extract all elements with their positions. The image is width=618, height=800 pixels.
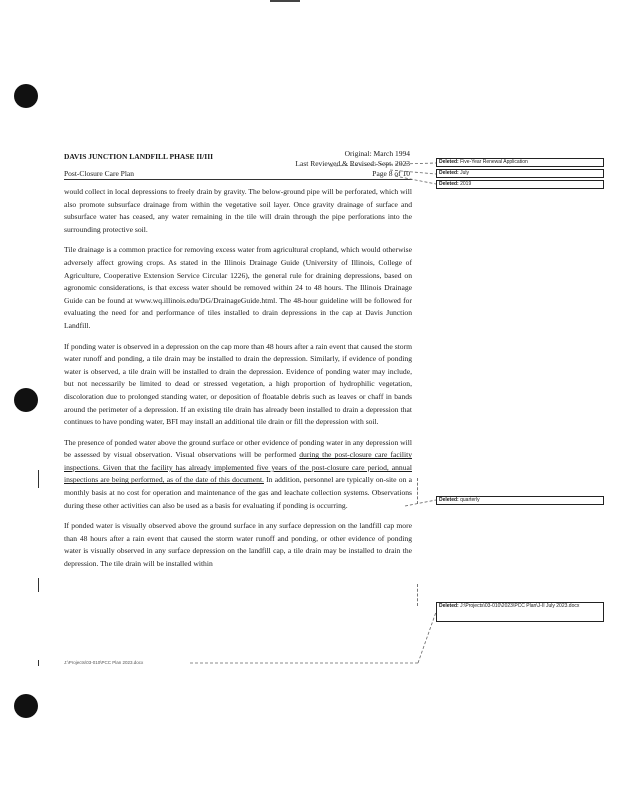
last-revised-date: Last Reviewed & Revised: Sept. 2023 xyxy=(295,159,410,168)
footer-file-path: J:\Projects\03-010\PCC Plan 2023.docx xyxy=(64,660,144,665)
deleted-comment[interactable]: Deleted: Five-Year Renewal Application xyxy=(436,158,604,167)
paragraph-5: If ponded water is visually observed above the ground surface in any surface depression on the landfill cap more than 48 hours after a rain event that caused the storm water runoff and ponding, or other evidence of ponding water is visually observed in any surface depression on the landfill cap, a tile drain may be installed to drain the depression. The tile drain will be installed within xyxy=(64,521,412,569)
plan-name: Post-Closure Care Plan xyxy=(64,169,134,178)
paragraph-1: would collect in local depressions to freely drain by gravity. The below-ground pipe will be perforated, which will also promote subsurface drainage from within the vegetative soil layer. Once gravity drainage of surface and subsurface water has ceased, any water remaining in the tile will drain through the pipe perforations into the surrounding protective soil. xyxy=(64,187,412,234)
paragraph-2: Tile drainage is a common practice for removing excess water from agricultural cropland, which would otherwise adversely affect growing crops. As stated in the Illinois Drainage Guide (University of Illinois, College of Agriculture, Cooperative Extension Service Circular 1226), the general rule for draining depressions, based on agronomic considerations, is that excess water should be removed within 24 to 48 hours. The Illinois Drainage Guide can be found at www.wq.illinois.edu/DG/DrainageGuide.html. The 48-hour guideline will be followed for evaluating the need for and performance of tiles installed to drain depressions in the cap at Davis Junction Landfill. xyxy=(64,245,412,330)
inserted-text: during the post-closure care facility inspections. Given that the facility has already implemented five years of the post-closure care period, annual inspections are being performed, as of the date of this document. xyxy=(64,450,412,485)
paragraph-4-start: The presence of ponded water above the ground surface or other evidence of ponding water in any depression will be assessed by visual observation. Visual observations will be performed xyxy=(64,437,412,460)
original-date: Original: March 1994 xyxy=(344,149,410,158)
deleted-comment[interactable]: Deleted: July xyxy=(436,169,604,178)
deleted-comment[interactable]: Deleted: quarterly xyxy=(436,496,604,505)
document-title: DAVIS JUNCTION LANDFILL PHASE II/III xyxy=(64,152,214,161)
paragraph-4-end: In addition, personnel are typically on-site on a monthly basis at no cost for operation and maintenance of the gas and leachate collection systems. Observations during these other activities can also be used as a basis for evaluating if ponding is occurring. xyxy=(64,475,412,510)
deleted-comment[interactable]: Deleted: 2019 xyxy=(436,180,604,189)
deleted-comment[interactable]: Deleted: J:\Projects\03-010\2023\PCC Plan\J-II July 2023.docx xyxy=(436,602,604,622)
page-number: Page 8 of 10 xyxy=(372,169,410,178)
paragraph-3: If ponding water is observed in a depression on the cap more than 48 hours after a rain event that caused the storm water runoff and ponding, a tile drain may be installed to drain the depression. Similarly, if evidence of ponding water is observed, a tile drain will be installed to drain the depression. Evidence of ponding water may include, but not necessarily be limited to dead or stressed vegetation, a high proportion of hydrophilic vegetation, discoloration due to prolonged standing water, or deposition of floatable debris such as leaves or chaff in bands around the perimeter of a depression. If an existing tile drain has already been installed to drain a depression that continues to have ponding water, BFI may install an additional tile drain or fill the depression with soil. xyxy=(64,341,412,427)
